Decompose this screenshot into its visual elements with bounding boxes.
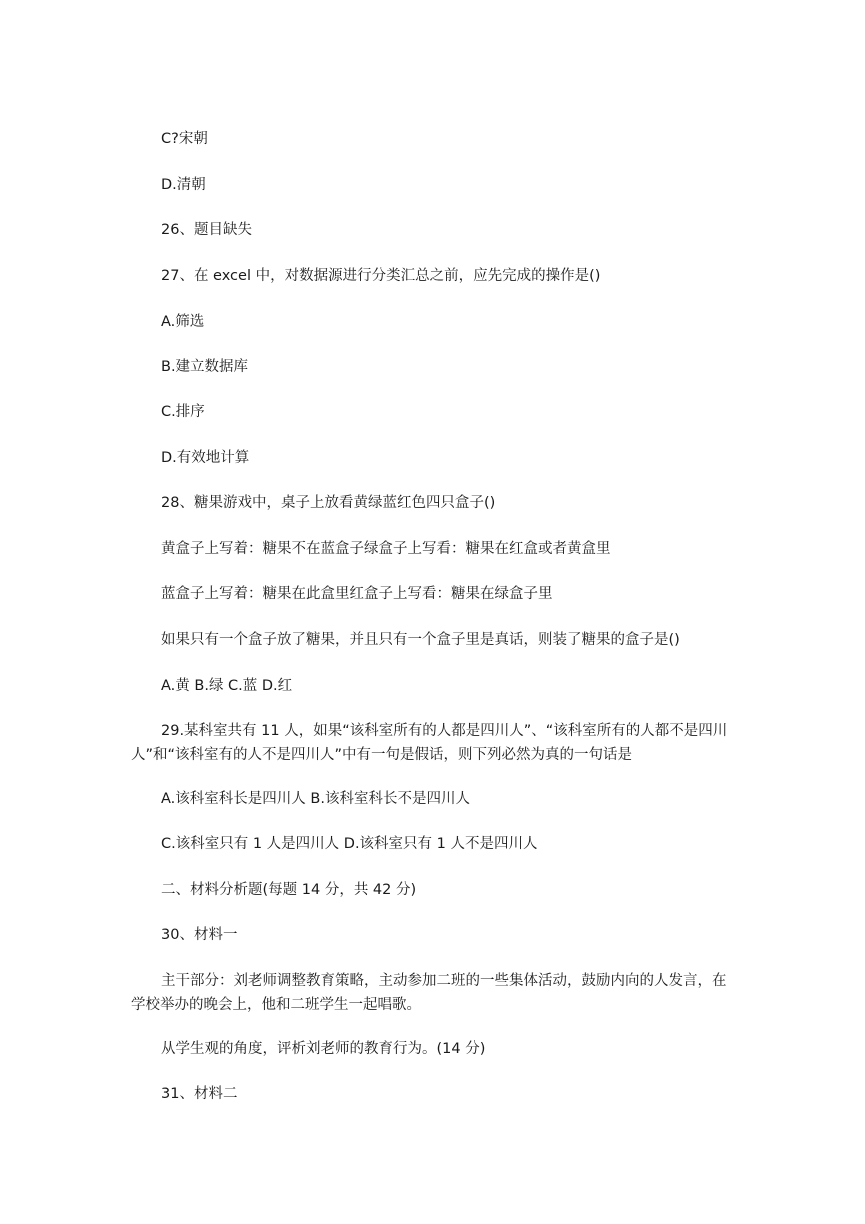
q27-option-a: A.筛选 [161, 314, 205, 330]
q29-options-cd: C.该科室只有 1 人是四川人 D.该科室只有 1 人不是四川人 [161, 836, 538, 852]
question-29: 29.某科室共有 11 人，如果“该科室所有的人都是四川人”、“该科室所有的人都不是四川人”和“该科室有的人不是四川人”中有一句是假话，则下列必然为真的一句话是 [131, 723, 728, 763]
option-d-qing: D.清朝 [161, 177, 206, 193]
section-heading-material-analysis: 二、材料分析题(每题 14 分，共 42 分) [161, 882, 417, 898]
question-26: 26、题目缺失 [161, 222, 252, 238]
question-28: 28、糖果游戏中，桌子上放看黄绿蓝红色四只盒子() [161, 495, 496, 511]
q29-options-ab: A.该科室科长是四川人 B.该科室科长不是四川人 [161, 791, 470, 807]
material-one-body: 主干部分：刘老师调整教育策略，主动参加二班的一些集体活动，鼓励内向的人发言，在学校举办的晚会上，他和二班学生一起唱歌。 [131, 973, 727, 1013]
option-c-song: C?宋朝 [161, 131, 208, 147]
q27-option-d: D.有效地计算 [161, 450, 250, 466]
q27-option-c: C.排序 [161, 404, 205, 420]
q28-yellow-green-box: 黄盒子上写着：糖果不在蓝盒子绿盒子上写看：糖果在红盒或者黄盒里 [161, 541, 611, 557]
question-30: 30、材料一 [161, 927, 238, 943]
question-27: 27、在 excel 中，对数据源进行分类汇总之前，应先完成的操作是() [161, 268, 601, 284]
q28-blue-red-box: 蓝盒子上写着：糖果在此盒里红盒子上写看：糖果在绿盒子里 [161, 586, 553, 602]
material-one-task: 从学生观的角度，评析刘老师的教育行为。(14 分) [161, 1041, 486, 1057]
q28-condition: 如果只有一个盒子放了糖果，并且只有一个盒子里是真话，则装了糖果的盒子是() [161, 632, 680, 648]
question-31: 31、材料二 [161, 1086, 238, 1102]
q27-option-b: B.建立数据库 [161, 359, 249, 375]
q28-options: A.黄 B.绿 C.蓝 D.红 [161, 678, 293, 694]
